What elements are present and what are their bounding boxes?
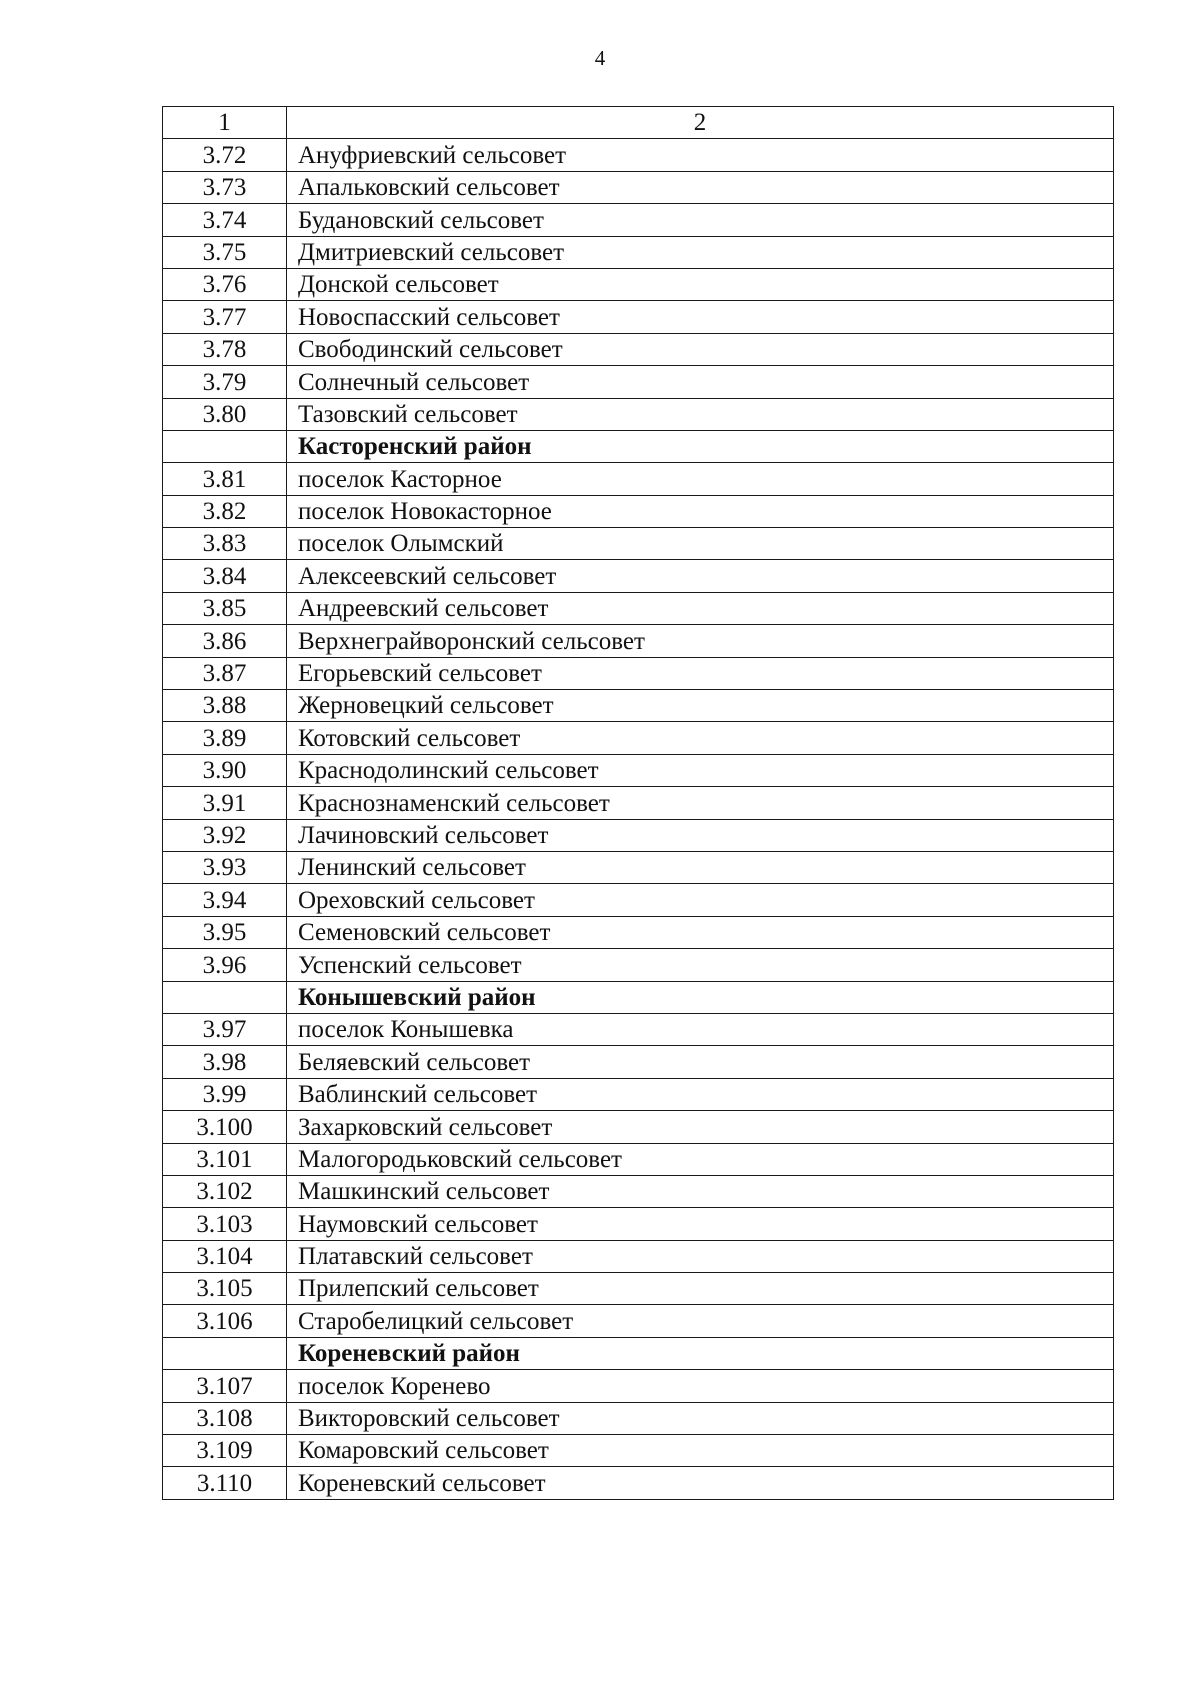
row-number: 3.84 bbox=[163, 560, 287, 592]
header-col-1: 1 bbox=[163, 107, 287, 139]
municipality-name: поселок Конышевка bbox=[287, 1013, 1114, 1045]
municipality-name: Наумовский сельсовет bbox=[287, 1208, 1114, 1240]
table-row bbox=[163, 819, 1114, 851]
table-row bbox=[163, 787, 1114, 819]
row-number: 3.96 bbox=[163, 949, 287, 981]
municipality-name: Лачиновский сельсовет bbox=[287, 819, 1114, 851]
municipality-name: Викторовский сельсовет bbox=[287, 1402, 1114, 1434]
table-row bbox=[163, 1402, 1114, 1434]
row-number bbox=[163, 430, 287, 462]
table-row bbox=[163, 690, 1114, 722]
district-name: Конышевский район bbox=[287, 981, 1114, 1013]
row-number: 3.82 bbox=[163, 495, 287, 527]
table-row bbox=[163, 1240, 1114, 1272]
row-number: 3.77 bbox=[163, 301, 287, 333]
municipality-name: Старобелицкий сельсовет bbox=[287, 1305, 1114, 1337]
table-row bbox=[163, 1143, 1114, 1175]
table-row bbox=[163, 722, 1114, 754]
municipality-name: Кореневский сельсовет bbox=[287, 1467, 1114, 1499]
table-row bbox=[163, 1046, 1114, 1078]
municipality-name: Ленинский сельсовет bbox=[287, 851, 1114, 883]
row-number: 3.91 bbox=[163, 787, 287, 819]
table-row bbox=[163, 560, 1114, 592]
table-row bbox=[163, 754, 1114, 786]
municipality-name: Андреевский сельсовет bbox=[287, 592, 1114, 624]
municipality-name: Малогородьковский сельсовет bbox=[287, 1143, 1114, 1175]
municipality-name: Семеновский сельсовет bbox=[287, 916, 1114, 948]
municipality-name: поселок Касторное bbox=[287, 463, 1114, 495]
table-header-row bbox=[163, 107, 1114, 139]
row-number: 3.86 bbox=[163, 625, 287, 657]
row-number bbox=[163, 981, 287, 1013]
table-row bbox=[163, 1467, 1114, 1499]
table-row bbox=[163, 625, 1114, 657]
municipality-table bbox=[162, 106, 1114, 1500]
district-header-row bbox=[163, 430, 1114, 462]
municipality-name: Краснознаменский сельсовет bbox=[287, 787, 1114, 819]
municipality-name: Ануфриевский сельсовет bbox=[287, 139, 1114, 171]
municipality-name: Ореховский сельсовет bbox=[287, 884, 1114, 916]
table-row bbox=[163, 139, 1114, 171]
row-number: 3.80 bbox=[163, 398, 287, 430]
row-number: 3.83 bbox=[163, 528, 287, 560]
district-name: Касторенский район bbox=[287, 430, 1114, 462]
table-row bbox=[163, 1175, 1114, 1207]
row-number: 3.74 bbox=[163, 204, 287, 236]
row-number: 3.110 bbox=[163, 1467, 287, 1499]
table-row bbox=[163, 916, 1114, 948]
table-body bbox=[163, 107, 1114, 1500]
row-number: 3.85 bbox=[163, 592, 287, 624]
row-number: 3.106 bbox=[163, 1305, 287, 1337]
row-number: 3.103 bbox=[163, 1208, 287, 1240]
municipality-name: Захарковский сельсовет bbox=[287, 1111, 1114, 1143]
table-row bbox=[163, 884, 1114, 916]
row-number: 3.79 bbox=[163, 366, 287, 398]
municipality-name: поселок Коренево bbox=[287, 1370, 1114, 1402]
row-number: 3.104 bbox=[163, 1240, 287, 1272]
table-row bbox=[163, 204, 1114, 236]
municipality-name: Успенский сельсовет bbox=[287, 949, 1114, 981]
district-header-row bbox=[163, 981, 1114, 1013]
table-row bbox=[163, 949, 1114, 981]
row-number: 3.88 bbox=[163, 690, 287, 722]
table-row bbox=[163, 398, 1114, 430]
row-number: 3.99 bbox=[163, 1078, 287, 1110]
row-number: 3.109 bbox=[163, 1435, 287, 1467]
table-row bbox=[163, 366, 1114, 398]
municipality-name: Егорьевский сельсовет bbox=[287, 657, 1114, 689]
municipality-name: Беляевский сельсовет bbox=[287, 1046, 1114, 1078]
municipality-name: Комаровский сельсовет bbox=[287, 1435, 1114, 1467]
municipality-name: поселок Новокасторное bbox=[287, 495, 1114, 527]
table-row bbox=[163, 1013, 1114, 1045]
municipality-name: Донской сельсовет bbox=[287, 268, 1114, 300]
table-row bbox=[163, 1370, 1114, 1402]
row-number: 3.93 bbox=[163, 851, 287, 883]
table-row bbox=[163, 301, 1114, 333]
municipality-name: Тазовский сельсовет bbox=[287, 398, 1114, 430]
header-col-2: 2 bbox=[287, 107, 1114, 139]
row-number: 3.73 bbox=[163, 171, 287, 203]
table-row bbox=[163, 1305, 1114, 1337]
municipality-name: Машкинский сельсовет bbox=[287, 1175, 1114, 1207]
municipality-name: Новоспасский сельсовет bbox=[287, 301, 1114, 333]
table-row bbox=[163, 1078, 1114, 1110]
row-number: 3.75 bbox=[163, 236, 287, 268]
row-number: 3.78 bbox=[163, 333, 287, 365]
table-row bbox=[163, 333, 1114, 365]
row-number: 3.108 bbox=[163, 1402, 287, 1434]
table-row bbox=[163, 236, 1114, 268]
row-number: 3.76 bbox=[163, 268, 287, 300]
municipality-name: Ваблинский сельсовет bbox=[287, 1078, 1114, 1110]
row-number: 3.97 bbox=[163, 1013, 287, 1045]
table-row bbox=[163, 657, 1114, 689]
row-number: 3.100 bbox=[163, 1111, 287, 1143]
row-number: 3.95 bbox=[163, 916, 287, 948]
municipality-name: Будановский сельсовет bbox=[287, 204, 1114, 236]
row-number: 3.89 bbox=[163, 722, 287, 754]
table-row bbox=[163, 495, 1114, 527]
row-number: 3.94 bbox=[163, 884, 287, 916]
municipality-name: Свободинский сельсовет bbox=[287, 333, 1114, 365]
district-header-row bbox=[163, 1337, 1114, 1369]
table-row bbox=[163, 171, 1114, 203]
table-row bbox=[163, 1435, 1114, 1467]
municipality-name: Платавский сельсовет bbox=[287, 1240, 1114, 1272]
municipality-name: поселок Олымский bbox=[287, 528, 1114, 560]
table-row bbox=[163, 463, 1114, 495]
row-number: 3.90 bbox=[163, 754, 287, 786]
municipality-name: Котовский сельсовет bbox=[287, 722, 1114, 754]
table-row bbox=[163, 1208, 1114, 1240]
row-number: 3.102 bbox=[163, 1175, 287, 1207]
row-number bbox=[163, 1337, 287, 1369]
table-row bbox=[163, 1273, 1114, 1305]
page-number: 4 bbox=[594, 46, 606, 70]
row-number: 3.81 bbox=[163, 463, 287, 495]
row-number: 3.101 bbox=[163, 1143, 287, 1175]
row-number: 3.72 bbox=[163, 139, 287, 171]
municipality-name: Краснодолинский сельсовет bbox=[287, 754, 1114, 786]
municipality-name: Алексеевский сельсовет bbox=[287, 560, 1114, 592]
row-number: 3.107 bbox=[163, 1370, 287, 1402]
table-row bbox=[163, 268, 1114, 300]
row-number: 3.105 bbox=[163, 1273, 287, 1305]
municipality-name: Апальковский сельсовет bbox=[287, 171, 1114, 203]
row-number: 3.98 bbox=[163, 1046, 287, 1078]
municipality-name: Прилепский сельсовет bbox=[287, 1273, 1114, 1305]
municipality-name: Жерновецкий сельсовет bbox=[287, 690, 1114, 722]
district-name: Кореневский район bbox=[287, 1337, 1114, 1369]
table-row bbox=[163, 1111, 1114, 1143]
row-number: 3.92 bbox=[163, 819, 287, 851]
municipality-name: Дмитриевский сельсовет bbox=[287, 236, 1114, 268]
table-row bbox=[163, 592, 1114, 624]
table-row bbox=[163, 528, 1114, 560]
table-row bbox=[163, 851, 1114, 883]
row-number: 3.87 bbox=[163, 657, 287, 689]
municipality-name: Солнечный сельсовет bbox=[287, 366, 1114, 398]
municipality-name: Верхнеграйворонский сельсовет bbox=[287, 625, 1114, 657]
